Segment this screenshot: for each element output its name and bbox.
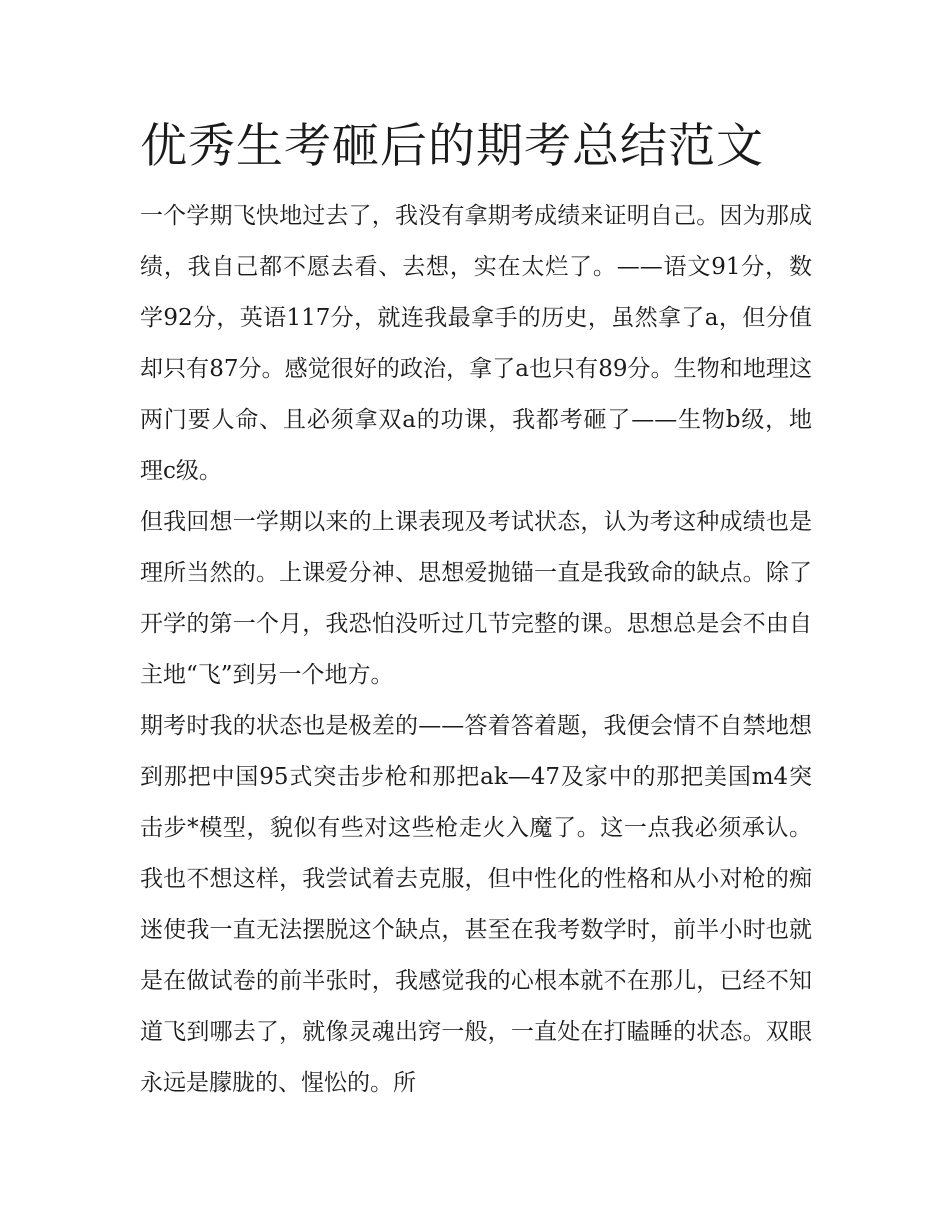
paragraph-2: 但我回想一学期以来的上课表现及考试状态，认为考这种成绩也是理所当然的。上课爱分神、思想爱抛锚一直是我致命的缺点。除了开学的第一个月，我恐怕没听过几节完整的课。思想总是会不由自主地“飞”到另一个地方。: [140, 509, 812, 688]
document-title: 优秀生考砸后的期考总结范文: [140, 119, 764, 174]
document-page: [140, 112, 812, 1109]
paragraph-1: 一个学期飞快地过去了，我没有拿期考成绩来证明自己。因为那成绩，我自己都不愿去看、去想，实在太烂了。——语文91分，数学92分，英语117分，就连我最拿手的历史，虽然拿了a，但分值却只有87分。感觉很好的政治，拿了a也只有89分。生物和地理这两门要人命、且必须拿双a的功课，我都考砸了——生物b级，地理c级。: [140, 203, 812, 484]
paragraph-3: 期考时我的状态也是极差的——答着答着题，我便会情不自禁地想到那把中国95式突击步枪和那把ak—47及家中的那把美国m4突击步*模型，貌似有些对这些枪走火入魔了。这一点我必须承认。我也不想这样，我尝试着去克服，但中性化的性格和从小对枪的痴迷使我一直无法摆脱这个缺点，甚至在我考数学时，前半小时也就是在做试卷的前半张时，我感觉我的心根本就不在那儿，已经不知道飞到哪去了，就像灵魂出窍一般，一直处在打瞌睡的状态。双眼永远是朦胧的、惺忪的。所: [140, 713, 812, 1096]
